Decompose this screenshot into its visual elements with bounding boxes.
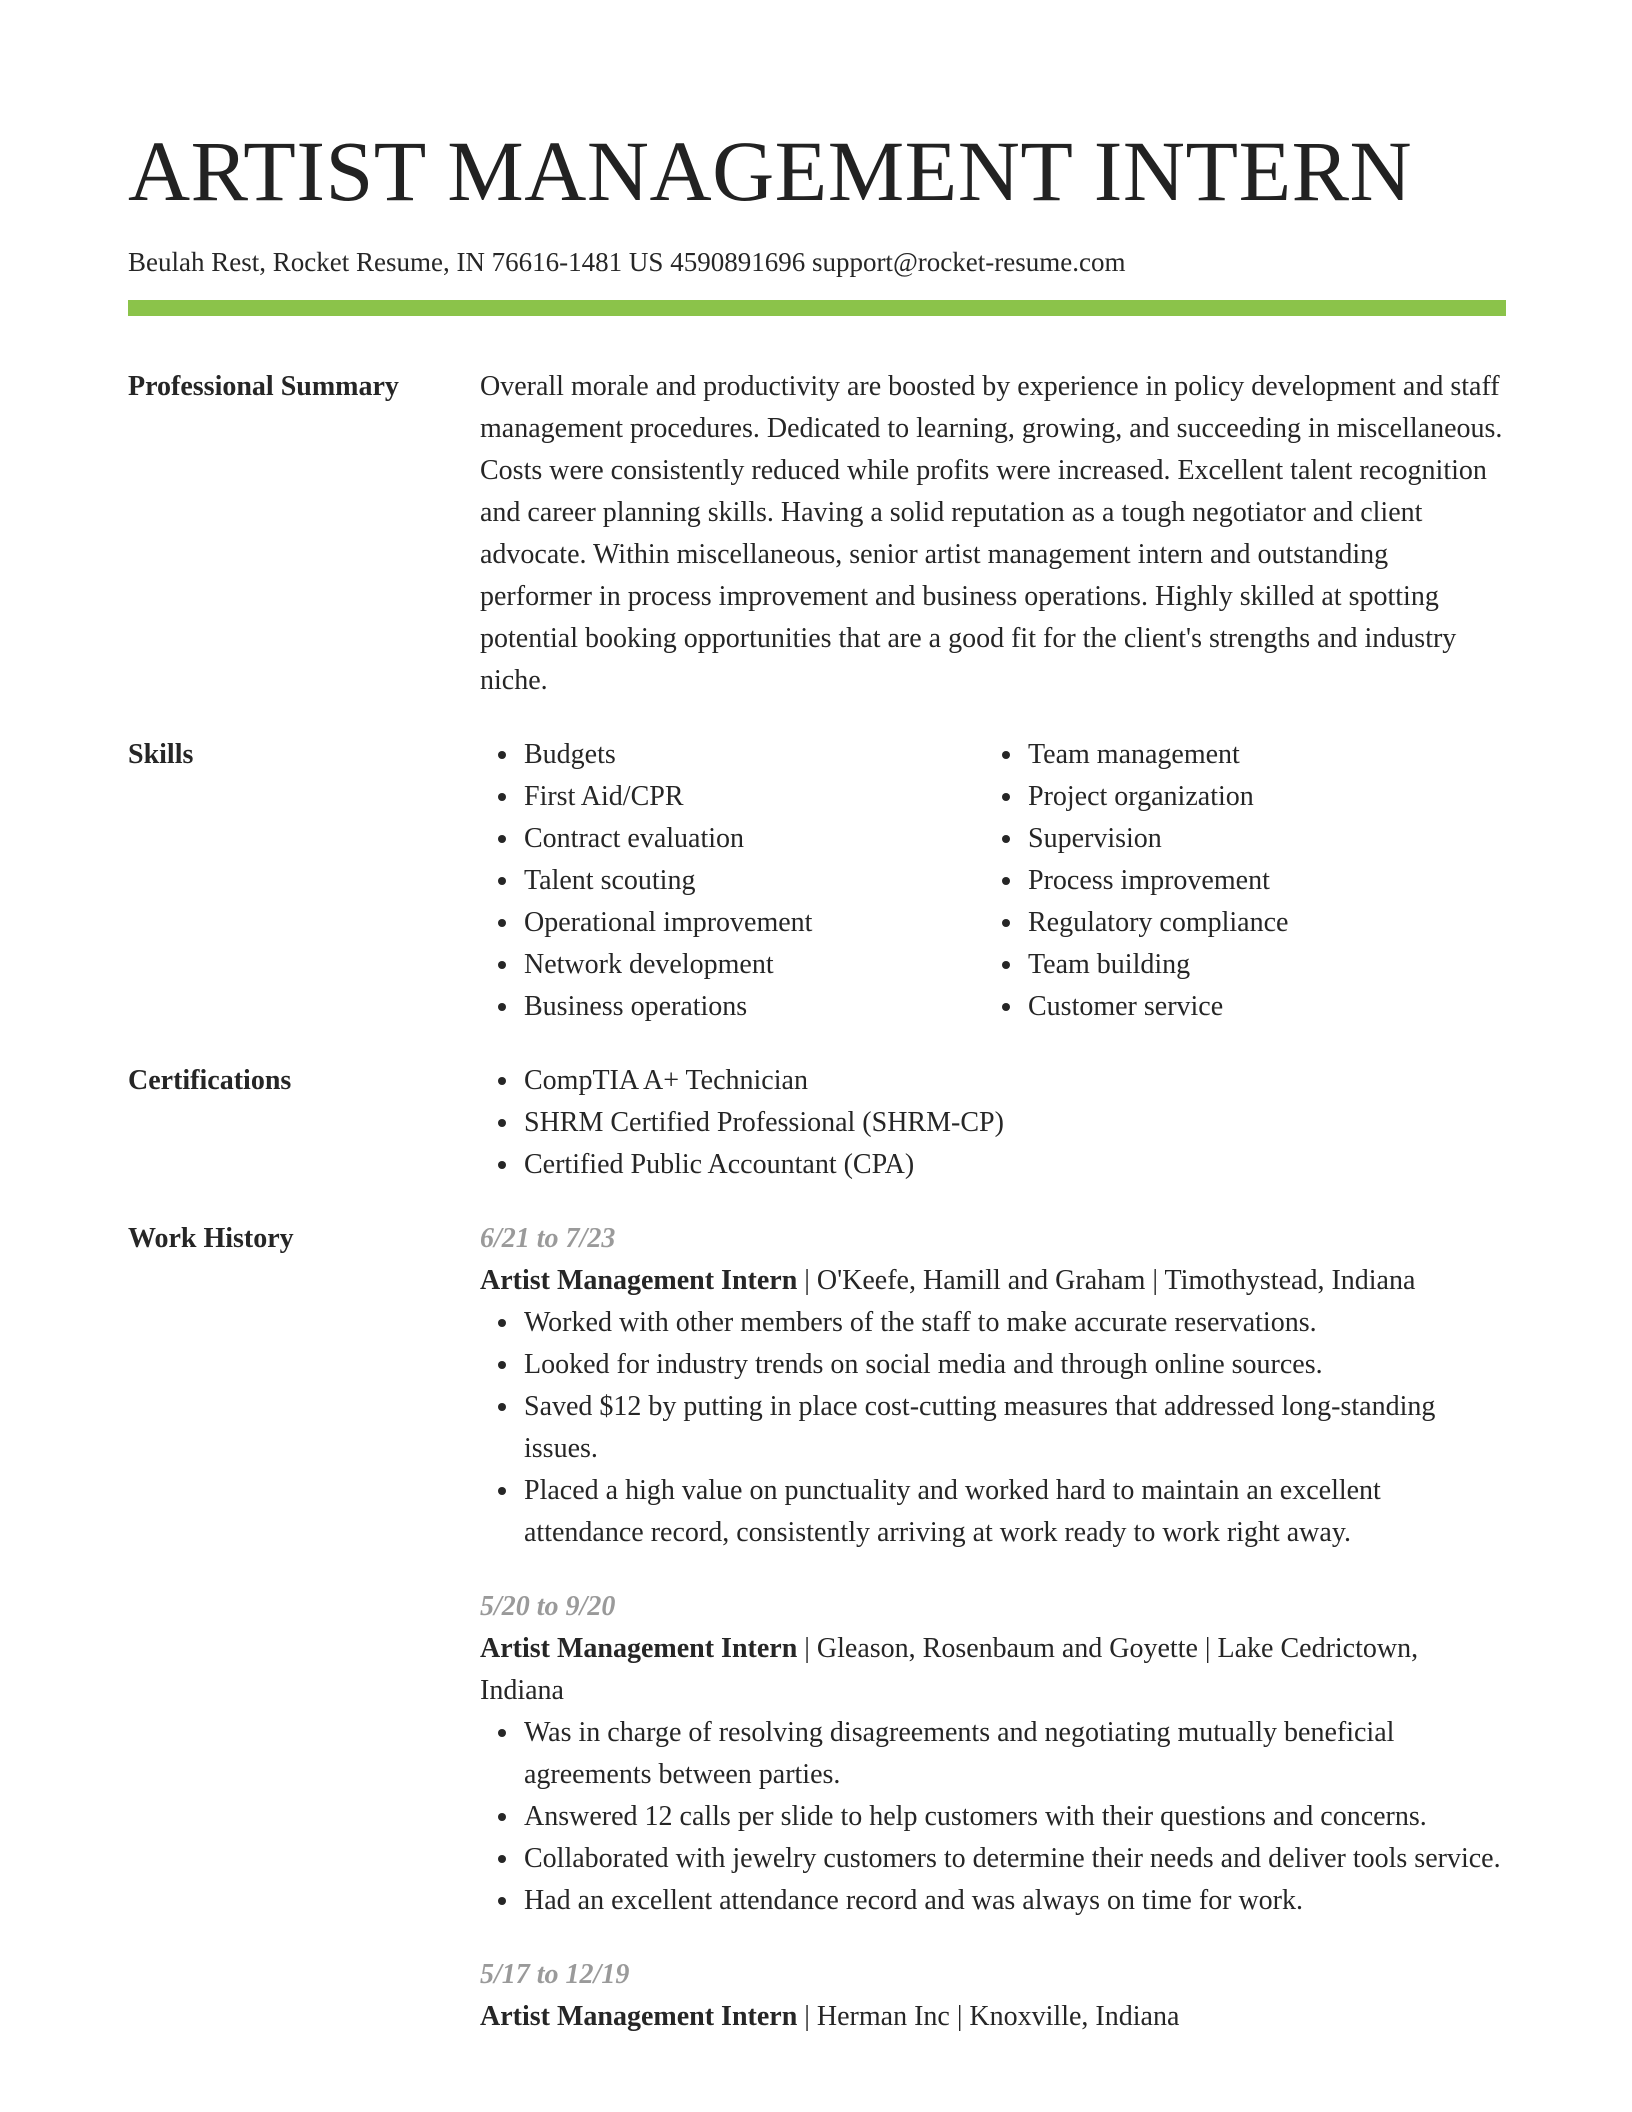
skills-list-left [480, 734, 984, 1028]
job-bullets [480, 1302, 1506, 1554]
skill-item: Team building [1028, 944, 1488, 986]
job-role: Artist Management Intern [480, 1265, 798, 1296]
summary-body [480, 366, 1506, 702]
job-bullets [480, 1712, 1506, 1922]
job-bullet: Was in charge of resolving disagreements and negotiating mutually beneficial agreements between parties. [524, 1712, 1506, 1796]
section-label-skills: Skills [128, 739, 194, 770]
skill-item: First Aid/CPR [524, 776, 984, 818]
contact-line: Beulah Rest, Rocket Resume, IN 76616-1481 US 4590891696 support@rocket-resume.com [128, 247, 1126, 277]
skill-item: Project organization [1028, 776, 1488, 818]
job-heading [480, 1996, 1506, 2038]
job-company-location: | Herman Inc | Knoxville, Indiana [797, 2001, 1180, 2032]
skill-item: Process improvement [1028, 860, 1488, 902]
skill-item: Customer service [1028, 986, 1488, 1028]
skills-list-right [984, 734, 1488, 1028]
job-company-location: | O'Keefe, Hamill and Graham | Timothystead, Indiana [797, 1265, 1416, 1296]
skill-item: Team management [1028, 734, 1488, 776]
skill-item: Talent scouting [524, 860, 984, 902]
section-label-work-history: Work History [128, 1223, 294, 1254]
accent-divider [128, 300, 1506, 316]
work-history-body [480, 1218, 1506, 2038]
certification-item: SHRM Certified Professional (SHRM-CP) [524, 1102, 1506, 1144]
job-entry [480, 1586, 1506, 1922]
resume-title: ARTIST MANAGEMENT INTERN [128, 123, 1413, 219]
skills-columns [480, 734, 1506, 1028]
skill-item: Network development [524, 944, 984, 986]
job-bullet: Had an excellent attendance record and was always on time for work. [524, 1880, 1506, 1922]
job-entry [480, 1218, 1506, 1554]
job-bullet: Saved $12 by putting in place cost-cutting measures that addressed long-standing issues. [524, 1386, 1506, 1470]
job-role: Artist Management Intern [480, 2001, 798, 2032]
job-dates: 5/20 to 9/20 [480, 1591, 616, 1622]
skill-item: Supervision [1028, 818, 1488, 860]
skill-item: Regulatory compliance [1028, 902, 1488, 944]
job-bullet: Placed a high value on punctuality and worked hard to maintain an excellent attendance record, consistently arriving at work ready to work right away. [524, 1470, 1506, 1554]
job-bullet: Collaborated with jewelry customers to determine their needs and deliver tools service. [524, 1838, 1506, 1880]
job-bullet: Answered 12 calls per slide to help customers with their questions and concerns. [524, 1796, 1506, 1838]
skill-item: Operational improvement [524, 902, 984, 944]
skill-item: Budgets [524, 734, 984, 776]
job-heading [480, 1628, 1506, 1712]
skill-item: Business operations [524, 986, 984, 1028]
job-dates: 5/17 to 12/19 [480, 1959, 630, 1990]
certifications-list [480, 1060, 1506, 1186]
resume-page [128, 0, 1506, 2038]
job-role: Artist Management Intern [480, 1633, 798, 1664]
job-bullet: Worked with other members of the staff to make accurate reservations. [524, 1302, 1506, 1344]
skills-column-left [480, 734, 984, 1028]
job-dates: 6/21 to 7/23 [480, 1223, 616, 1254]
work-history-section [128, 1218, 1506, 2038]
certifications-body [480, 1060, 1506, 1186]
summary-section [128, 366, 1506, 702]
certifications-section [128, 1060, 1506, 1186]
certification-item: CompTIA A+ Technician [524, 1060, 1506, 1102]
summary-text: Overall morale and productivity are boosted by experience in policy development and staff management procedures. Dedicated to learning, growing, and succeeding in miscellaneous. Costs were consistently reduced while profits were increased. Excellent talent recognition and career planning skills. Having a solid reputation as a tough negotiator and client advocate. Within miscellaneous, senior artist management intern and outstanding performer in process improvement and business operations. Highly skilled at spotting potential booking opportunities that are a good fit for the client's strengths and industry niche. [480, 371, 1503, 696]
job-bullet: Looked for industry trends on social media and through online sources. [524, 1344, 1506, 1386]
job-entry [480, 1954, 1506, 2038]
job-heading [480, 1260, 1506, 1302]
skill-item: Contract evaluation [524, 818, 984, 860]
section-label-summary: Professional Summary [128, 371, 399, 402]
section-label-certifications: Certifications [128, 1065, 292, 1096]
job-company-location: | Gleason, Rosenbaum and Goyette | Lake Cedrictown, Indiana [480, 1633, 1419, 1706]
certification-item: Certified Public Accountant (CPA) [524, 1144, 1506, 1186]
skills-section [128, 734, 1506, 1028]
skills-column-right [984, 734, 1488, 1028]
